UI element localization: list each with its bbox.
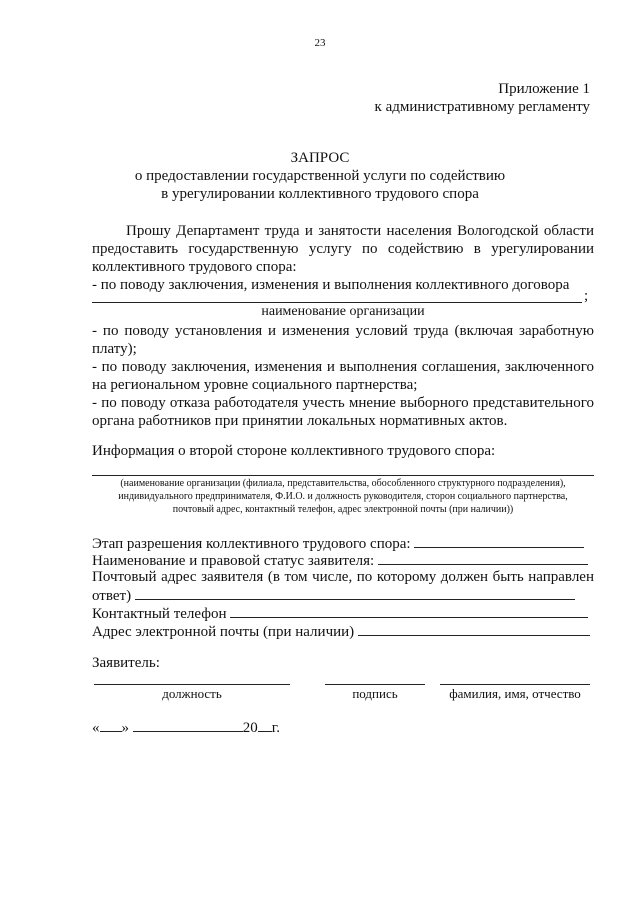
second-party-note-line1: (наименование организации (филиала, представительства, обособленного структурного подразделения), [120,478,566,489]
phone-field [92,604,588,623]
stage-input-line[interactable] [414,534,584,548]
date-field [92,718,280,737]
signature-line[interactable] [325,684,425,685]
request-intro-line3: коллективного трудового спора: [92,259,297,275]
date-month-line[interactable] [133,718,243,732]
request-item-employer-refusal: - по поводу отказа работодателя учесть мнение выборного представительного [92,395,594,411]
position-line[interactable] [94,684,290,685]
second-party-note-line2: индивидуального предпринимателя, Ф.И.О. и должность руководителя, сторон социального партнерства, [118,491,568,502]
full-name-line[interactable] [440,684,590,685]
document-subtitle-line1: о предоставлении государственной услуги по содействию [134,168,506,184]
request-item-collective-agreement: - по поводу заключения, изменения и выполнения коллективного договора [92,277,570,293]
full-name-caption: фамилия, имя, отчество [449,686,581,701]
postal-address-field [92,586,575,605]
second-party-note-line3: почтовый адрес, контактный телефон, адрес электронной почты (при наличии)) [172,504,514,515]
postal-address-input-line[interactable] [135,586,575,600]
organization-name-line[interactable] [92,302,582,303]
date-open-quote: « [92,720,100,736]
date-year-prefix: 20 [242,720,258,736]
organization-name-caption: наименование организации [261,304,425,319]
applicant-label: Заявитель: [92,655,160,671]
position-caption: должность [162,686,222,701]
email-label: Адрес электронной почты (при наличии) [92,624,355,640]
page-number: 23 [314,37,326,49]
second-party-line[interactable] [92,475,594,476]
date-year-suffix: г. [271,720,280,736]
request-item-work-conditions: - по поводу установления и изменения условий труда (включая заработную [92,323,594,339]
request-item-work-conditions-end: плату); [92,341,137,357]
postal-address-label: Почтовый адрес заявителя (в том числе, по которому должен быть направлен [92,569,594,585]
phone-input-line[interactable] [230,604,588,618]
request-item-regional-agreement-end: на региональном уровне социального партнерства; [92,377,418,393]
request-intro-line1: Прошу Департамент труда и занятости населения Вологодской области [126,223,594,239]
org-line-semicolon: ; [584,288,589,304]
document-subtitle-line2: в урегулировании коллективного трудового спора [161,186,479,202]
request-intro-line2: предоставить государственную услугу по содействию в урегулировании [92,241,594,257]
second-party-label: Информация о второй стороне коллективного трудового спора: [92,443,496,459]
document-title: ЗАПРОС [290,150,350,166]
signature-caption: подпись [352,686,398,701]
request-item-regional-agreement: - по поводу заключения, изменения и выполнения соглашения, заключенного [92,359,594,375]
applicant-status-input-line[interactable] [378,551,588,565]
postal-address-label-end: ответ) [92,588,132,604]
request-item-employer-refusal-end: органа работников при принятии локальных нормативных актов. [92,413,508,429]
email-field [92,622,590,641]
annex-reference: к административному регламенту [374,99,590,115]
applicant-status-label: Наименование и правовой статус заявителя: [92,553,375,569]
stage-label: Этап разрешения коллективного трудового спора: [92,536,411,552]
date-year-line[interactable] [258,718,272,732]
date-day-line[interactable] [100,718,122,732]
date-close-quote: » [121,720,129,736]
email-input-line[interactable] [358,622,590,636]
phone-label: Контактный телефон [92,606,227,622]
annex-label: Приложение 1 [498,81,590,97]
